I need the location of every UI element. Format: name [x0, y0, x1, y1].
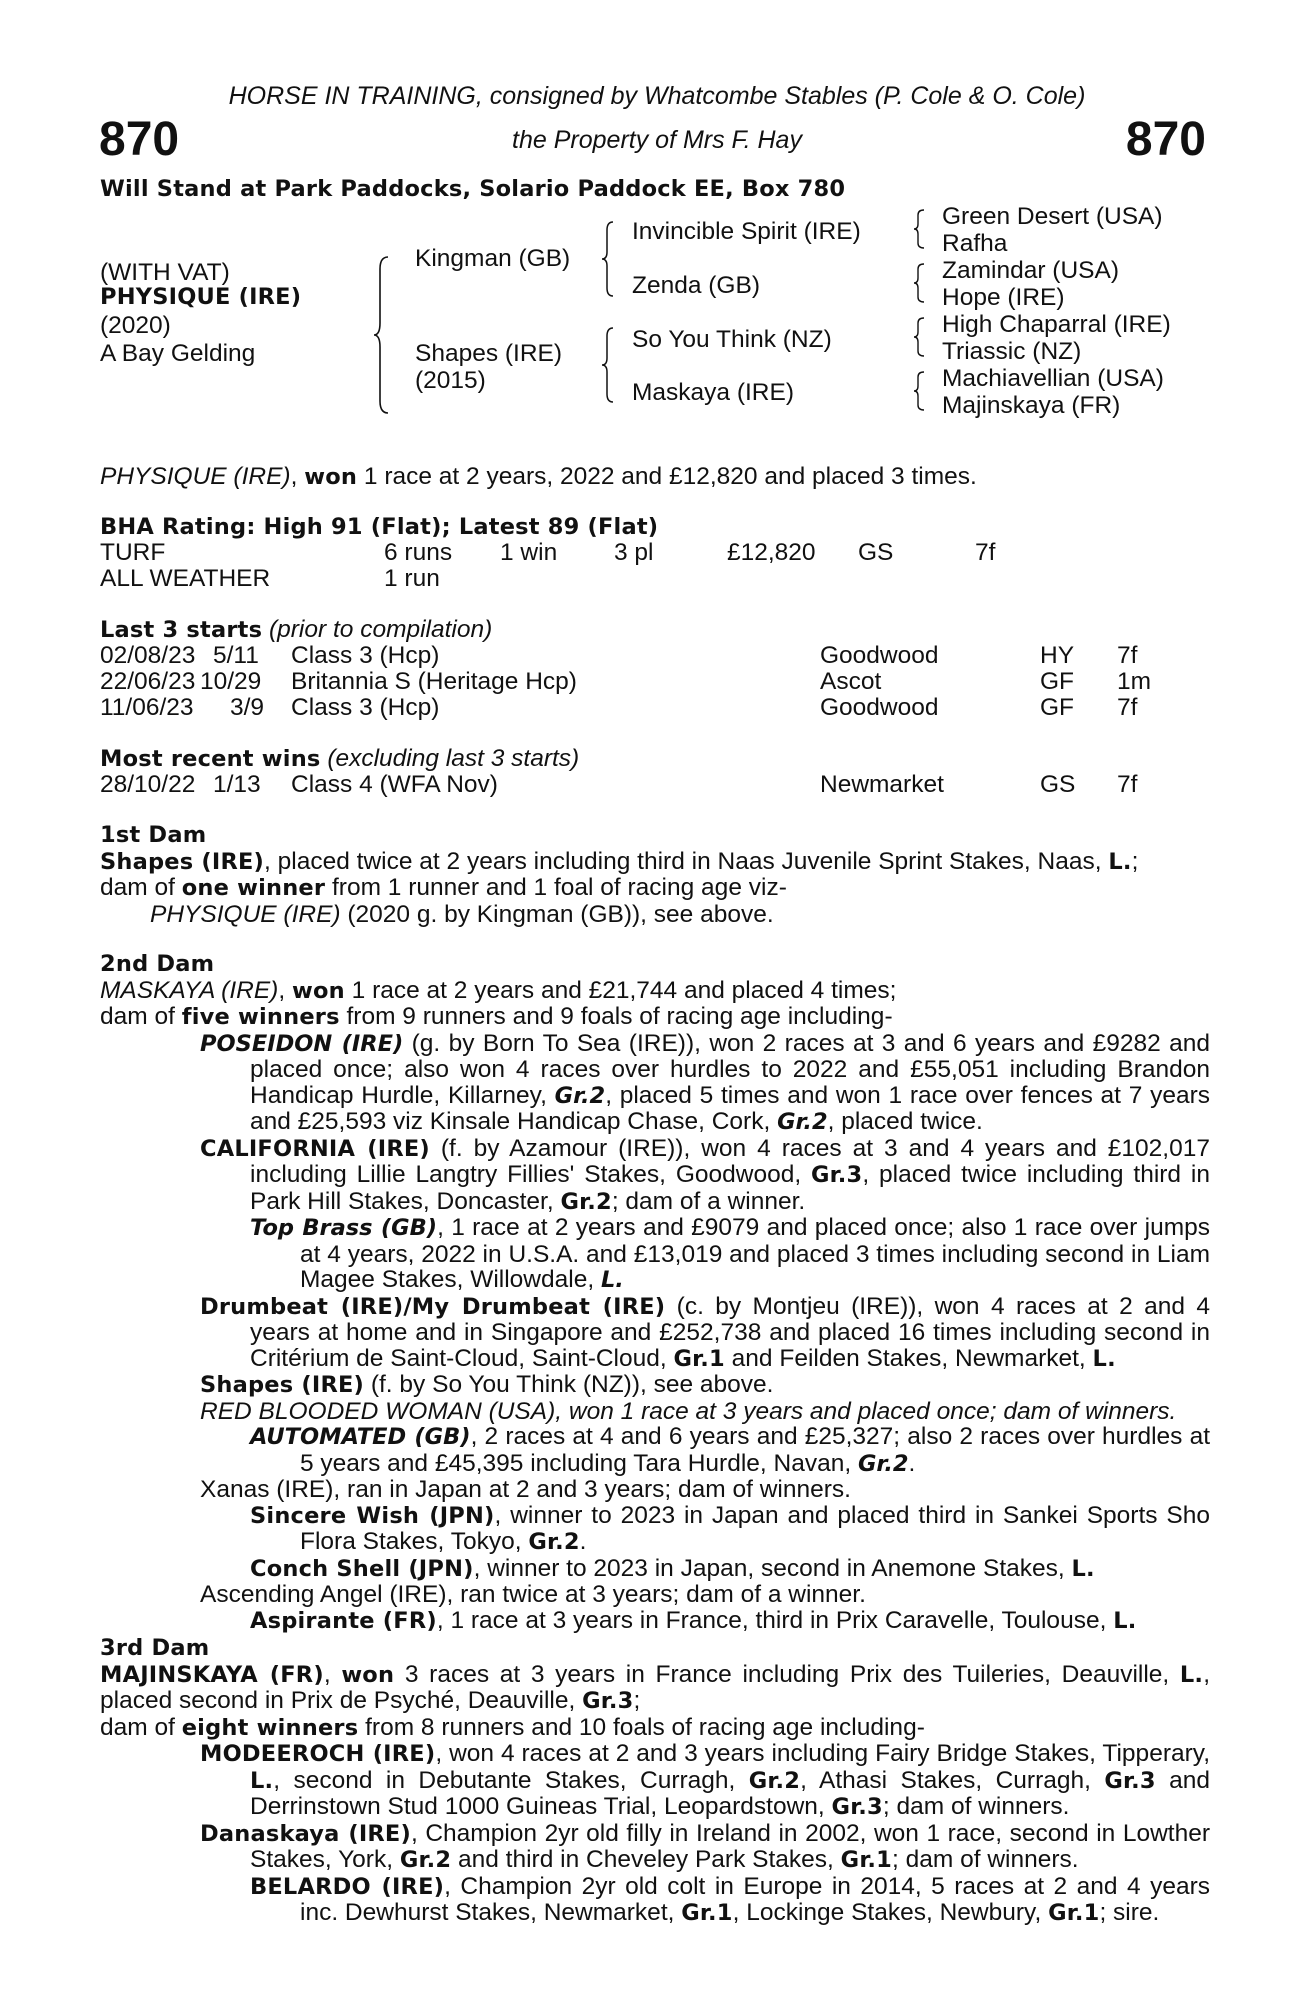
produce-entry: [100, 1031, 1210, 1136]
rating-row: [100, 566, 1210, 592]
grade-marker: Gr.1: [681, 1900, 733, 1926]
produce-name: Conch Shell (JPN): [250, 1555, 474, 1582]
produce-name: Top Brass (GB): [250, 1215, 438, 1241]
second-dam-text: 1 race at 2 years and £21,744 and placed 4 times;: [344, 976, 897, 1004]
win-date: 28/10/22: [100, 771, 196, 798]
grade-marker: Gr.2: [777, 1109, 828, 1135]
win-course: Newmarket: [820, 771, 944, 798]
produce-name: PHYSIQUE (IRE): [150, 900, 341, 928]
third-dam-text: ;: [633, 1687, 641, 1714]
pedigree-brace-ss: [912, 208, 926, 250]
first-dam-text: dam of: [100, 874, 182, 901]
third-dam-record: MAJINSKAYA (FR), won 3 races at 3 years in France including Prix des Tuileries, Deauville, L., placed second in Prix de Psyché, Deauville, Gr.3;: [100, 1660, 1210, 1714]
listed-marker: L.: [600, 1267, 624, 1293]
start-distance: 7f: [1117, 694, 1138, 721]
grade-marker: Gr.3: [1104, 1767, 1156, 1794]
first-dam-produce-line: [100, 875, 1210, 902]
win-distance: 7f: [1117, 771, 1138, 798]
second-dam-section: [100, 952, 1210, 1634]
produce-text: , 1 race at 2 years and £9079 and placed once; also 1 race over jumps at 4 years, 2022 in U.S.A. and £13,019 and placed 3 times including second in Liam Magee Stakes, Willowdale,: [300, 1214, 1210, 1293]
grand-produce-entry: [100, 1503, 1210, 1556]
lot-number-right: 870: [1125, 113, 1206, 166]
produce-text: (2020 g. by Kingman (GB)), see above.: [340, 900, 774, 928]
first-dam-text: ;: [1131, 847, 1139, 875]
produce-name: AUTOMATED (GB): [250, 1424, 471, 1450]
pedigree-brace-sire: [600, 220, 616, 298]
first-dam-section: [100, 823, 1210, 927]
second-dam-produce-line: [100, 1004, 1210, 1031]
pedigree-brace-sd: [912, 262, 926, 304]
grade-marker: Gr.3: [811, 1162, 863, 1188]
vat-note: (WITH VAT): [100, 259, 230, 286]
grade-marker: Gr.2: [554, 1082, 606, 1109]
start-date: 11/06/23: [100, 694, 194, 721]
pedigree-brace-ds: [912, 316, 926, 358]
win-race: Class 4 (WFA Nov): [291, 771, 498, 798]
last-starts-title: [100, 617, 492, 644]
second-dam-text: from 9 runners and 9 foals of racing age including-: [339, 1003, 893, 1030]
grand-produce-entry: [100, 1215, 1210, 1294]
produce-text: , won 4 races at 2 and 3 years including Fairy Bridge Stakes, Tipperary,: [435, 1740, 1210, 1767]
last-starts-note: (prior to compilation): [268, 616, 493, 643]
win-position: 1/13: [213, 771, 261, 798]
produce-entry: Ascending Angel (IRE), ran twice at 3 years; dam of a winner.: [200, 1581, 866, 1608]
summary-text: 1 race at 2 years, 2022 and £12,820 and placed 3 times.: [357, 463, 977, 490]
produce-text: ; dam of winners.: [882, 1793, 1070, 1820]
produce-text: , 1 race at 3 years in France, third in Prix Caravelle, Toulouse,: [436, 1606, 1114, 1634]
produce-text: ; sire.: [1099, 1899, 1160, 1926]
produce-entry: RED BLOODED WOMAN (USA), won 1 race at 3 years and placed once; dam of winners.: [200, 1397, 1177, 1425]
grand-produce-entry: [100, 1424, 1210, 1477]
grade-marker: Gr.2: [857, 1450, 909, 1477]
lot-number-left: 870: [99, 113, 180, 166]
start-race: Class 3 (Hcp): [291, 694, 440, 721]
grade-marker: Gr.1: [840, 1847, 893, 1873]
third-dam-text: 3 races at 3 years in France including Prix des Tuileries, Deauville,: [394, 1660, 1180, 1688]
grand-produce-entry: [100, 1874, 1210, 1927]
second-dam-record: MASKAYA (IRE), won 1 race at 2 years and £21,744 and placed 4 times;: [100, 976, 897, 1004]
horse-description: A Bay Gelding: [100, 340, 256, 367]
rating-prize: £12,820: [727, 539, 816, 566]
start-course: Ascot: [820, 668, 882, 695]
pedigree-brace-dam: [600, 326, 616, 404]
produce-text: ; dam of winners.: [892, 1846, 1079, 1873]
produce-entry: [100, 1136, 1210, 1216]
first-dam-record: [100, 849, 1210, 876]
start-course: Goodwood: [820, 642, 939, 669]
produce-text: , placed 5 times and won 1 race over fences at 7 years and £25,593 viz Kinsale Handicap Chase, Cork,: [250, 1081, 1210, 1135]
grade-marker: Gr.2: [528, 1529, 580, 1555]
grade-marker: Gr.2: [748, 1767, 801, 1794]
horse-year: (2020): [100, 312, 171, 339]
win-going: GS: [1040, 771, 1076, 798]
produce-text: , second in Debutante Stakes, Curragh,: [273, 1766, 749, 1794]
ped-sss: Green Desert (USA): [942, 203, 1163, 230]
rating-going: GS: [858, 539, 894, 566]
produce-entry: [100, 1372, 1210, 1399]
last-starts-label: Last 3 starts: [100, 617, 263, 643]
produce-entry: [100, 1741, 1210, 1821]
race-summary: PHYSIQUE (IRE), won 1 race at 2 years, 2022 and £12,820 and placed 3 times.: [100, 463, 977, 490]
produce-name: BELARDO (IRE): [250, 1873, 445, 1900]
pedigree-brace-dd: [912, 370, 926, 412]
won-label: won: [291, 977, 345, 1004]
dam-sire: So You Think (NZ): [632, 326, 832, 353]
listed-marker: L.: [1113, 1607, 1137, 1634]
grade-marker: Gr.1: [1048, 1900, 1100, 1926]
recent-wins-label: Most recent wins: [100, 746, 321, 772]
rating-surface: ALL WEATHER: [100, 565, 271, 592]
produce-text: , winner to 2023 in Japan, second in Anemone Stakes,: [473, 1554, 1072, 1582]
third-dam-winners: eight winners: [181, 1714, 359, 1741]
grade-marker: Gr.2: [560, 1188, 612, 1215]
third-dam-name: MAJINSKAYA (FR): [100, 1661, 324, 1688]
ped-sdd: Hope (IRE): [942, 284, 1065, 311]
produce-text: and Derrinstown Stud 1000 Guineas Trial, Leopardstown,: [250, 1766, 1210, 1820]
sire-dam: Zenda (GB): [632, 272, 760, 299]
pedigree-brace-main: [372, 255, 392, 415]
listed-marker: L.: [1071, 1555, 1095, 1582]
stand-location: Will Stand at Park Paddocks, Solario Paddock EE, Box 780: [100, 176, 846, 202]
first-dam-name: Shapes (IRE): [100, 848, 265, 875]
start-row: [100, 643, 1210, 669]
listed-marker: L.: [1092, 1345, 1116, 1372]
produce-text: and Feilden Stakes, Newmarket,: [724, 1344, 1093, 1372]
rating-placed: 3 pl: [614, 539, 654, 566]
produce-name: MODEEROCH (IRE): [200, 1741, 436, 1767]
grade-marker: Gr.1: [673, 1345, 725, 1372]
recent-wins-title: [100, 746, 579, 773]
start-going: HY: [1040, 642, 1075, 669]
start-position: 3/9: [230, 694, 265, 721]
start-distance: 7f: [1117, 642, 1138, 669]
produce-text: , Athasi Stakes, Curragh,: [800, 1766, 1105, 1794]
produce-name: CALIFORNIA (IRE): [200, 1135, 430, 1162]
first-dam-winners: one winner: [181, 875, 326, 901]
produce-text: , Champion 2yr old filly in Ireland in 2002, won 1 race, second in Lowther Stakes, York,: [250, 1819, 1210, 1873]
bha-rating-title: BHA Rating: High 91 (Flat); Latest 89 (Flat): [100, 514, 659, 540]
produce-name: Drumbeat (IRE)/My Drumbeat (IRE): [200, 1293, 666, 1320]
start-row: [100, 669, 1210, 695]
ped-dds: Machiavellian (USA): [942, 365, 1164, 392]
produce-text: , winner to 2023 in Japan and placed third in Sankei Sports Sho Flora Stakes, Tokyo,: [300, 1501, 1210, 1555]
produce-name: Danaskaya (IRE): [200, 1820, 411, 1847]
produce-text: , 2 races at 4 and 6 years and £25,327; also 2 races over hurdles at 5 years and £45,395 including Tara Hurdle, Navan,: [300, 1423, 1211, 1477]
start-going: GF: [1040, 668, 1075, 695]
produce-text: (c. by Montjeu (IRE)), won 4 races at 2 and 4 years at home and in Singapore and £252,738 and placed 16 times including second in Critérium de Saint-Cloud, Saint-Cloud,: [250, 1292, 1210, 1372]
start-date: 02/08/23: [100, 642, 196, 669]
produce-name: Shapes (IRE): [200, 1372, 365, 1398]
start-race: Britannia S (Heritage Hcp): [291, 668, 577, 695]
rating-runs: 6 runs: [384, 539, 453, 566]
rating-surface: TURF: [100, 539, 166, 566]
won-label: won: [341, 1661, 395, 1688]
summary-horse-name: PHYSIQUE (IRE): [100, 463, 291, 490]
dam-dam: Maskaya (IRE): [632, 379, 795, 406]
ped-ddd: Majinskaya (FR): [942, 392, 1121, 419]
produce-text: , placed twice including third in Park Hill Stakes, Doncaster,: [250, 1161, 1211, 1215]
first-dam-text: from 1 runner and 1 foal of racing age viz-: [325, 874, 787, 901]
third-dam-heading: 3rd Dam: [100, 1635, 210, 1661]
produce-name: Aspirante (FR): [250, 1607, 437, 1634]
produce-text: and third in Cheveley Park Stakes,: [451, 1846, 841, 1873]
recent-wins-note: (excluding last 3 starts): [327, 745, 580, 772]
ped-ssd: Rafha: [942, 230, 1008, 257]
dam-name: Shapes (IRE): [415, 340, 563, 367]
produce-text: ; dam of a winner.: [611, 1187, 806, 1215]
listed-marker: L.: [1108, 848, 1132, 875]
rating-distance: 7f: [975, 539, 996, 566]
recent-win-row: [100, 772, 1210, 798]
second-dam-winners: five winners: [181, 1004, 340, 1030]
rating-row: [100, 540, 1210, 566]
produce-text: , Lockinge Stakes, Newbury,: [732, 1899, 1049, 1926]
produce-name: Sincere Wish (JPN): [250, 1502, 495, 1529]
ped-dsd: Triassic (NZ): [942, 338, 1082, 365]
start-position: 10/29: [200, 668, 262, 695]
grade-marker: Gr.2: [399, 1847, 452, 1873]
produce-entry: Xanas (IRE), ran in Japan at 2 and 3 years; dam of winners.: [200, 1476, 851, 1503]
third-dam-produce-line: [100, 1715, 1210, 1742]
produce-text: .: [908, 1449, 916, 1477]
listed-marker: L.: [1179, 1661, 1204, 1688]
produce-entry: [100, 1821, 1210, 1874]
first-dam-produce: [100, 902, 1210, 928]
property-line: the Property of Mrs F. Hay: [512, 126, 802, 154]
second-dam-text: dam of: [100, 1003, 182, 1030]
start-course: Goodwood: [820, 694, 939, 721]
dam-year: (2015): [415, 367, 486, 394]
produce-entry: [100, 1294, 1210, 1373]
grade-marker: Gr.3: [831, 1794, 883, 1820]
start-row: [100, 695, 1210, 721]
produce-text: (f. by So You Think (NZ)), see above.: [364, 1371, 774, 1398]
grade-marker: Gr.3: [582, 1688, 634, 1714]
first-dam-heading: 1st Dam: [100, 822, 207, 848]
third-dam-section: [100, 1636, 1210, 1927]
sire-sire: Invincible Spirit (IRE): [632, 218, 861, 245]
rating-wins: 1 win: [500, 539, 558, 566]
produce-text: .: [579, 1528, 587, 1555]
first-dam-text: , placed twice at 2 years including third in Naas Juvenile Sprint Stakes, Naas,: [264, 847, 1109, 875]
start-distance: 1m: [1117, 668, 1152, 695]
produce-text: , Champion 2yr old colt in Europe in 2014, 5 races at 2 and 4 years inc. Dewhurst Stakes, Newmarket,: [300, 1872, 1210, 1926]
consignor-line: HORSE IN TRAINING, consigned by Whatcombe Stables (P. Cole & O. Cole): [228, 82, 1086, 110]
grand-produce-entry: [100, 1608, 1210, 1635]
start-position: 5/11: [213, 642, 259, 669]
rating-runs: 1 run: [384, 565, 440, 592]
listed-marker: L.: [250, 1767, 274, 1794]
produce-text: , placed twice.: [827, 1108, 983, 1135]
ped-dss: High Chaparral (IRE): [942, 311, 1171, 338]
sire-name: Kingman (GB): [415, 245, 571, 272]
grand-produce-entry: [100, 1556, 1210, 1583]
start-date: 22/06/23: [100, 668, 196, 695]
produce-text: (g. by Born To Sea (IRE)), won 2 races at 3 and 6 years and £9282 and placed once; also won 4 races over hurdles to 2022 and £55,051 including Brandon Handicap Hurdle, Killarney,: [250, 1029, 1210, 1109]
ped-sds: Zamindar (USA): [942, 257, 1119, 284]
produce-text: (f. by Azamour (IRE)), won 4 races at 3 and 4 years and £102,017 including Lillie Langtry Fillies' Stakes, Goodwood,: [250, 1134, 1210, 1188]
produce-name: POSEIDON (IRE): [200, 1030, 404, 1057]
summary-won: won: [304, 464, 358, 490]
third-dam-text: , placed second in Prix de Psyché, Deauville,: [100, 1660, 1210, 1714]
start-race: Class 3 (Hcp): [291, 642, 440, 669]
third-dam-text: dam of: [100, 1713, 182, 1741]
third-dam-text: from 8 runners and 10 foals of racing age including-: [358, 1713, 925, 1741]
start-going: GF: [1040, 694, 1075, 721]
second-dam-name: MASKAYA (IRE): [100, 976, 279, 1004]
second-dam-heading: 2nd Dam: [100, 951, 215, 977]
horse-name: PHYSIQUE (IRE): [100, 284, 302, 310]
